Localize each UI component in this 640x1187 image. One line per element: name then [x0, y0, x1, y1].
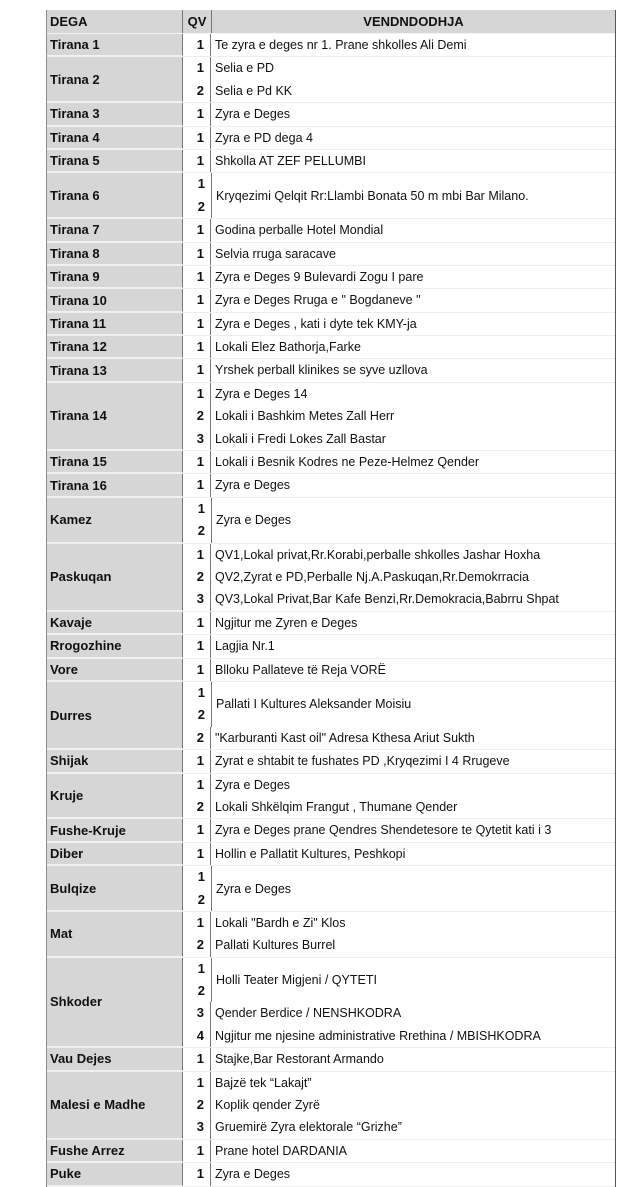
location-text: Zyra e Deges	[215, 478, 291, 493]
branch-name: Durres	[47, 682, 183, 749]
row-lines	[183, 1163, 615, 1185]
row-lines	[183, 544, 615, 611]
qv-number: 2	[197, 198, 205, 214]
location-text: Lokali i Fredi Lokes Zall Bastar	[215, 431, 386, 446]
branch-name: Tirana 10	[47, 289, 183, 311]
row-lines	[183, 866, 615, 911]
location-text: "Karburanti Kast oil" Adresa Kthesa Ariut Sukth	[215, 730, 475, 745]
location-text: Ngjitur me Zyren e Deges	[215, 615, 358, 630]
location-text: Kryqezimi Qelqit Rr:Llambi Bonata 50 m mbi Bar Milano.	[216, 188, 529, 203]
table-line	[183, 819, 615, 841]
qv-number: 2	[197, 523, 205, 539]
table-line	[183, 383, 615, 405]
row-lines	[183, 1048, 615, 1070]
row-lines	[183, 1140, 615, 1162]
location-text: Zyra e Deges	[216, 881, 292, 896]
table-row	[47, 819, 615, 842]
table-line	[183, 289, 615, 311]
location-text: Zyrat e shtabit te fushates PD ,Kryqezimi I 4 Rrugeve	[215, 754, 510, 769]
row-lines	[183, 289, 615, 311]
qv-number: 2	[183, 934, 211, 956]
table-body	[47, 34, 615, 1187]
table-line	[183, 796, 615, 818]
location-text: Zyra e Deges , kati i dyte tek KMY-ja	[215, 316, 417, 331]
table-line	[183, 635, 615, 657]
qv-number: 2	[183, 1094, 211, 1116]
qv-number: 1	[183, 451, 211, 473]
table-line	[183, 1002, 615, 1024]
qv-number: 4	[183, 1025, 211, 1047]
branch-name: Shkoder	[47, 958, 183, 1048]
table-row	[47, 1140, 615, 1163]
location-text: Koplik qender Zyrë	[215, 1098, 320, 1113]
branch-name: Tirana 16	[47, 474, 183, 496]
location-text: Selvia rruga saracave	[215, 246, 336, 261]
location-text: Te zyra e deges nr 1. Prane shkolles Ali Demi	[215, 38, 467, 52]
table-row	[47, 359, 615, 382]
table-line	[183, 612, 615, 634]
table-line	[183, 1072, 615, 1094]
table-row	[47, 498, 615, 544]
location-text: Yrshek perball klinikes se syve uzllova	[215, 363, 428, 378]
row-lines	[183, 359, 615, 381]
table-row	[47, 173, 615, 219]
table-row	[47, 150, 615, 173]
table-row	[47, 958, 615, 1049]
qv-number: 1	[183, 474, 211, 496]
branch-name: Kamez	[47, 498, 183, 543]
table-row	[47, 866, 615, 912]
branch-name: Malesi e Madhe	[47, 1072, 183, 1139]
row-lines	[183, 1072, 615, 1139]
row-lines	[183, 498, 615, 543]
table-line	[183, 150, 615, 172]
row-lines	[183, 383, 615, 450]
merged-cell	[183, 866, 615, 911]
table-row	[47, 774, 615, 820]
branch-name: Kruje	[47, 774, 183, 819]
table-line	[183, 1048, 615, 1070]
table-line	[183, 750, 615, 772]
row-lines	[183, 750, 615, 772]
table-row	[47, 103, 615, 126]
location-text: Godina perballe Hotel Mondial	[215, 223, 384, 238]
qv-number: 2	[183, 566, 211, 588]
table-line	[183, 1094, 615, 1116]
header-vendndodhja: VENDNDODHJA	[363, 14, 464, 29]
qv-number: 3	[183, 588, 211, 610]
qv-number: 3	[183, 1116, 211, 1138]
qv-number: 2	[183, 796, 211, 818]
table-row	[47, 612, 615, 635]
branch-name: Tirana 13	[47, 359, 183, 381]
qv-number: 1	[183, 34, 211, 56]
row-lines	[183, 451, 615, 473]
branch-name: Vore	[47, 659, 183, 681]
location-text: Shkolla AT ZEF PELLUMBI	[215, 153, 366, 168]
branch-name: Diber	[47, 843, 183, 865]
branch-name: Fushe-Kruje	[47, 819, 183, 841]
location-text: Zyra e Deges	[215, 107, 291, 122]
table-row	[47, 219, 615, 242]
header-qv: QV	[183, 10, 212, 33]
table-line	[183, 34, 615, 56]
table-line	[183, 544, 615, 566]
table-line	[183, 428, 615, 450]
qv-number: 1	[183, 150, 211, 172]
qv-number: 1	[183, 635, 211, 657]
table-line	[183, 57, 615, 79]
branch-name: Tirana 12	[47, 336, 183, 358]
branch-name: Tirana 2	[47, 57, 183, 102]
table-row	[47, 289, 615, 312]
row-lines	[183, 819, 615, 841]
branch-name: Tirana 14	[47, 383, 183, 450]
qv-number: 1	[183, 750, 211, 772]
table-row	[47, 127, 615, 150]
row-lines	[183, 219, 615, 241]
location-text: QV3,Lokal Privat,Bar Kafe Benzi,Rr.Demokracia,Babrru Shpat	[215, 592, 559, 607]
qv-number: 1	[183, 1048, 211, 1070]
table-line	[183, 774, 615, 796]
table-row	[47, 843, 615, 866]
table-row	[47, 1163, 615, 1186]
row-lines	[183, 127, 615, 149]
qv-number: 1	[183, 243, 211, 265]
qv-number: 1	[183, 383, 211, 405]
qv-number: 1	[197, 960, 205, 976]
qv-number: 1	[197, 869, 205, 885]
location-text: Zyra e Deges 9 Bulevardi Zogu I pare	[215, 269, 424, 284]
table-row	[47, 336, 615, 359]
row-lines	[183, 173, 615, 218]
location-text: Bajzë tek “Lakajt”	[215, 1075, 312, 1090]
table-row	[47, 682, 615, 750]
qv-number: 3	[183, 1002, 211, 1024]
table-line	[183, 727, 615, 749]
branch-name: Tirana 5	[47, 150, 183, 172]
row-lines	[183, 635, 615, 657]
table-line	[183, 219, 615, 241]
branch-name: Fushe Arrez	[47, 1140, 183, 1162]
row-lines	[183, 336, 615, 358]
merged-cell	[183, 682, 615, 727]
table-line	[183, 474, 615, 496]
table-line	[183, 359, 615, 381]
location-text: Zyra e Deges prane Qendres Shendetesore te Qytetit kati i 3	[215, 823, 552, 838]
qv-number: 1	[183, 336, 211, 358]
merged-cell	[183, 498, 615, 543]
qv-number: 1	[197, 176, 205, 192]
location-text: Lokali "Bardh e Zi" Klos	[215, 915, 346, 930]
header-dega: DEGA	[47, 10, 183, 33]
qv-column	[183, 866, 212, 911]
location-text: QV2,Zyrat e PD,Perballe Nj.A.Paskuqan,Rr.Demokrracia	[215, 570, 530, 585]
row-lines	[183, 474, 615, 496]
row-lines	[183, 243, 615, 265]
branch-name: Tirana 7	[47, 219, 183, 241]
table-row	[47, 34, 615, 57]
table-line	[183, 405, 615, 427]
qv-number: 1	[183, 289, 211, 311]
table-row	[47, 474, 615, 497]
location-text: Zyra e Deges	[215, 777, 291, 792]
location-text: Selia e Pd KK	[215, 83, 293, 98]
branch-name: Kavaje	[47, 612, 183, 634]
table-line	[183, 843, 615, 865]
location-text: Holli Teater Migjeni / QYTETI	[216, 973, 377, 988]
qv-number: 2	[197, 983, 205, 999]
qv-number: 1	[183, 103, 211, 125]
qv-number: 1	[183, 1140, 211, 1162]
qv-number: 1	[183, 313, 211, 335]
row-lines	[183, 912, 615, 957]
location-text: Qender Berdice / NENSHKODRA	[215, 1006, 402, 1021]
qv-number: 1	[183, 819, 211, 841]
qv-column	[183, 498, 212, 543]
table-line	[183, 243, 615, 265]
branch-name: Shijak	[47, 750, 183, 772]
row-lines	[183, 843, 615, 865]
qv-number: 2	[183, 727, 211, 749]
qv-number: 1	[183, 359, 211, 381]
table-row	[47, 544, 615, 612]
location-text: Zyra e Deges	[216, 513, 292, 528]
merged-cell	[183, 958, 615, 1003]
location-text: Blloku Pallateve të Reja VORË	[215, 662, 386, 677]
row-lines	[183, 612, 615, 634]
table-row	[47, 57, 615, 103]
table-line	[183, 588, 615, 610]
qv-number: 1	[183, 912, 211, 934]
table-line	[183, 912, 615, 934]
qv-number: 1	[183, 544, 211, 566]
table-line	[183, 127, 615, 149]
table-line	[183, 1116, 615, 1138]
location-text: Pallati Kultures Burrel	[215, 938, 336, 953]
table-line	[183, 1140, 615, 1162]
table-line	[183, 1025, 615, 1047]
qv-column	[183, 173, 212, 218]
qv-number: 1	[183, 659, 211, 681]
location-text: Zyra e Deges	[215, 1167, 291, 1182]
table-line	[183, 336, 615, 358]
table-line	[183, 934, 615, 956]
location-text: Lokali Shkëlqim Frangut , Thumane Qender	[215, 799, 458, 814]
qv-number: 1	[183, 266, 211, 288]
location-text: Ngjitur me njesine administrative Rrethina / MBISHKODRA	[215, 1028, 541, 1043]
table-line	[183, 266, 615, 288]
merged-cell	[183, 173, 615, 218]
location-text: Lokali Elez Bathorja,Farke	[215, 340, 361, 355]
location-text: Prane hotel DARDANIA	[215, 1143, 348, 1158]
qv-number: 1	[197, 684, 205, 700]
qv-number: 2	[183, 80, 211, 102]
location-text: Selia e PD	[215, 61, 275, 76]
table-row	[47, 1072, 615, 1140]
location-text: Lagjia Nr.1	[215, 639, 275, 654]
branch-name: Tirana 8	[47, 243, 183, 265]
qv-number: 1	[183, 843, 211, 865]
table-line	[183, 313, 615, 335]
branch-name: Tirana 1	[47, 34, 183, 56]
qv-number: 2	[183, 405, 211, 427]
location-text: Pallati I Kultures Aleksander Moisiu	[216, 697, 412, 712]
table-row	[47, 1048, 615, 1071]
qv-number: 3	[183, 428, 211, 450]
qv-number: 1	[183, 219, 211, 241]
row-lines	[183, 266, 615, 288]
table-row	[47, 383, 615, 451]
row-lines	[183, 150, 615, 172]
branch-name: Tirana 3	[47, 103, 183, 125]
qv-number: 2	[197, 891, 205, 907]
branch-name: Bulqize	[47, 866, 183, 911]
table-line	[183, 80, 615, 102]
qv-number: 1	[183, 612, 211, 634]
row-lines	[183, 34, 615, 56]
branch-name: Tirana 9	[47, 266, 183, 288]
row-lines	[183, 313, 615, 335]
branch-name: Rrogozhine	[47, 635, 183, 657]
row-lines	[183, 659, 615, 681]
location-text: Zyra e Deges 14	[215, 386, 308, 401]
location-text: Hollin e Pallatit Kultures, Peshkopi	[215, 846, 406, 861]
qv-column	[183, 682, 212, 727]
table-row	[47, 313, 615, 336]
location-text: Stajke,Bar Restorant Armando	[215, 1052, 384, 1067]
branch-name: Vau Dejes	[47, 1048, 183, 1070]
location-text: Zyra e Deges Rruga e " Bogdaneve "	[215, 293, 421, 308]
branch-name: Paskuqan	[47, 544, 183, 611]
qv-number: 1	[183, 57, 211, 79]
table-row	[47, 659, 615, 682]
branch-name: Tirana 6	[47, 173, 183, 218]
table-row	[47, 243, 615, 266]
branch-name: Tirana 15	[47, 451, 183, 473]
branch-name: Tirana 4	[47, 127, 183, 149]
location-text: Lokali i Bashkim Metes Zall Herr	[215, 409, 395, 424]
row-lines	[183, 57, 615, 102]
table-row	[47, 750, 615, 773]
table-row	[47, 635, 615, 658]
qv-number: 1	[183, 127, 211, 149]
branch-name: Puke	[47, 1163, 183, 1185]
table-line	[183, 566, 615, 588]
qv-number: 1	[183, 1072, 211, 1094]
location-text: Gruemirë Zyra elektorale “Grizhe”	[215, 1120, 402, 1135]
row-lines	[183, 103, 615, 125]
location-text: QV1,Lokal privat,Rr.Korabi,perballe shkolles Jashar Hoxha	[215, 547, 541, 562]
qv-number: 1	[197, 500, 205, 516]
qv-column	[183, 958, 212, 1003]
qv-number: 1	[183, 774, 211, 796]
table-header	[47, 10, 615, 34]
polling-stations-table	[46, 10, 616, 1187]
table-row	[47, 266, 615, 289]
table-line	[183, 659, 615, 681]
table-line	[183, 451, 615, 473]
location-text: Zyra e PD dega 4	[215, 130, 313, 145]
location-text: Lokali i Besnik Kodres ne Peze-Helmez Qender	[215, 455, 480, 470]
table-row	[47, 912, 615, 958]
row-lines	[183, 958, 615, 1048]
row-lines	[183, 682, 615, 749]
qv-number: 1	[183, 1163, 211, 1185]
branch-name: Tirana 11	[47, 313, 183, 335]
row-lines	[183, 774, 615, 819]
table-line	[183, 103, 615, 125]
table-row	[47, 451, 615, 474]
table-line	[183, 1163, 615, 1185]
qv-number: 2	[197, 707, 205, 723]
branch-name: Mat	[47, 912, 183, 957]
